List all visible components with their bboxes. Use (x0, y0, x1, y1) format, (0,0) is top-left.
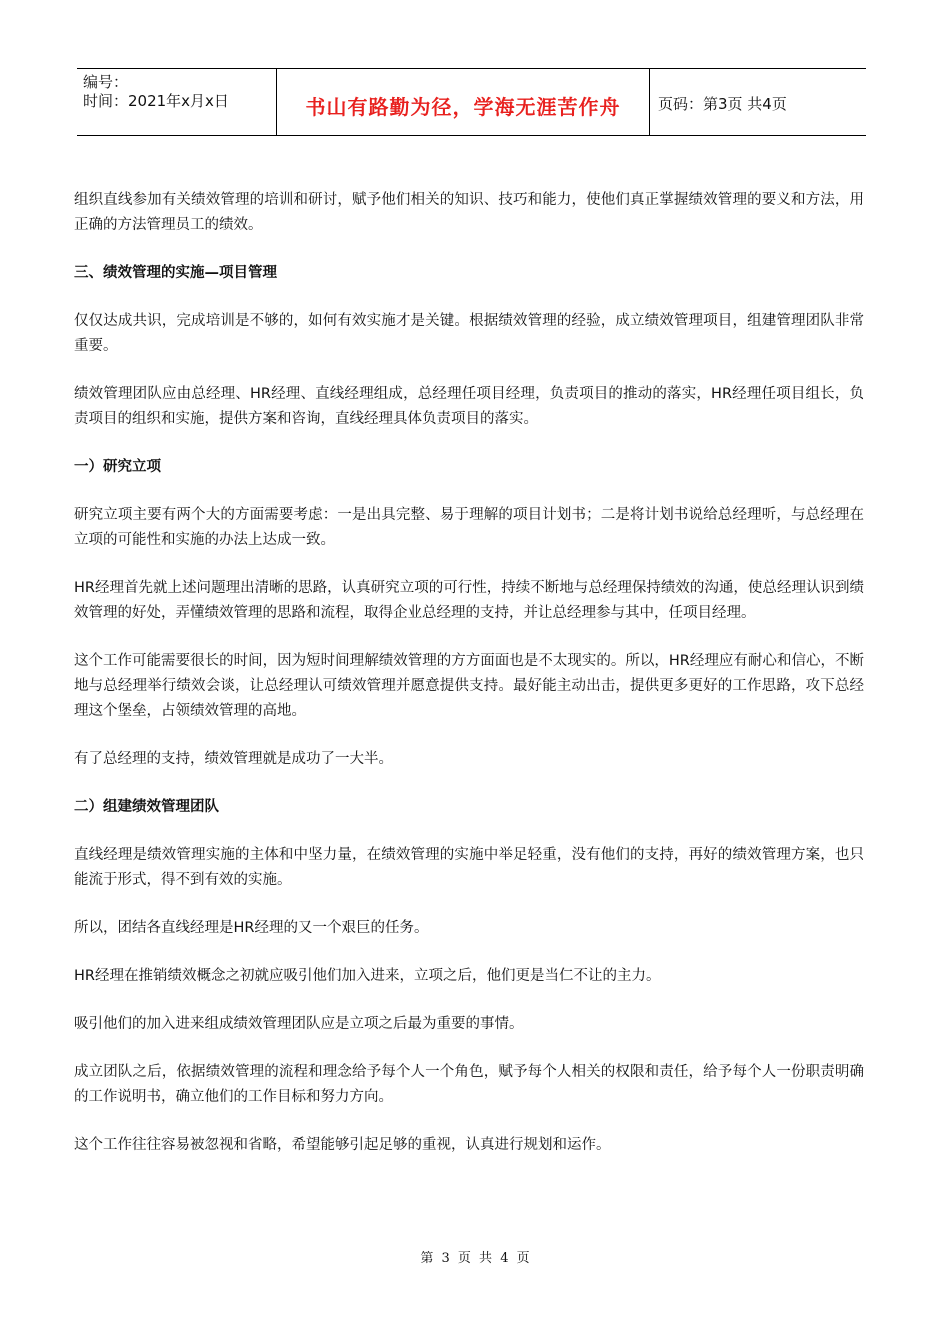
body-paragraph: 成立团队之后，依据绩效管理的流程和理念给予每个人一个角色，赋予每个人相关的权限和责任，给予每个人一份职责明确的工作说明书，确立他们的工作目标和努力方向。 (74, 1064, 864, 1105)
section-heading: 三、绩效管理的实施—项目管理 (74, 265, 277, 281)
document-number-label: 编号： (83, 73, 129, 91)
document-header (77, 68, 866, 136)
body-paragraph: 所以，团结各直线经理是HR经理的又一个艰巨的任务。 (74, 920, 429, 936)
page-footer: 第 3 页 共 4 页 (420, 1251, 530, 1266)
header-motto: 书山有路勤为径，学海无涯苦作舟 (305, 95, 621, 119)
body-paragraph: HR经理首先就上述问题理出清晰的思路，认真研究立项的可行性，持续不断地与总经理保持绩效的沟通，使总经理认识到绩效管理的好处，弄懂绩效管理的思路和流程，取得企业总经理的支持，并让总经理参与其中，任项目经理。 (74, 580, 864, 621)
body-paragraph: 组织直线参加有关绩效管理的培训和研讨，赋予他们相关的知识、技巧和能力，使他们真正掌握绩效管理的要义和方法，用正确的方法管理员工的绩效。 (74, 192, 864, 233)
header-info-cell (77, 69, 277, 135)
section-heading: 一）研究立项 (74, 459, 161, 475)
document-body (74, 188, 864, 1158)
header-page-cell (650, 69, 866, 135)
document-date-label: 时间：2021年x月x日 (83, 92, 229, 110)
section-heading: 二）组建绩效管理团队 (74, 799, 219, 815)
body-paragraph: 吸引他们的加入进来组成绩效管理团队应是立项之后最为重要的事情。 (74, 1016, 524, 1032)
body-paragraph: 这个工作可能需要很长的时间，因为短时间理解绩效管理的方方面面也是不太现实的。所以，HR经理应有耐心和信心，不断地与总经理举行绩效会谈，让总经理认可绩效管理并愿意提供支持。最好能主动出击，提供更多更好的工作思路，攻下总经理这个堡垒，占领绩效管理的高地。 (74, 653, 864, 719)
body-paragraph: 仅仅达成共识，完成培训是不够的，如何有效实施才是关键。根据绩效管理的经验，成立绩效管理项目，组建管理团队非常重要。 (74, 313, 864, 354)
body-paragraph: HR经理在推销绩效概念之初就应吸引他们加入进来，立项之后，他们更是当仁不让的主力。 (74, 968, 661, 984)
body-paragraph: 绩效管理团队应由总经理、HR经理、直线经理组成，总经理任项目经理，负责项目的推动的落实，HR经理任项目组长，负责项目的组织和实施，提供方案和咨询，直线经理具体负责项目的落实。 (74, 386, 864, 427)
body-paragraph: 研究立项主要有两个大的方面需要考虑：一是出具完整、易于理解的项目计划书；二是将计划书说给总经理听，与总经理在立项的可能性和实施的办法上达成一致。 (74, 507, 864, 548)
header-page-code: 页码：第3页 共4页 (658, 95, 787, 113)
body-paragraph: 有了总经理的支持，绩效管理就是成功了一大半。 (74, 751, 393, 767)
header-motto-cell (277, 69, 650, 135)
body-paragraph: 这个工作往往容易被忽视和省略，希望能够引起足够的重视，认真进行规划和运作。 (74, 1137, 611, 1153)
body-paragraph: 直线经理是绩效管理实施的主体和中坚力量，在绩效管理的实施中举足轻重，没有他们的支持，再好的绩效管理方案，也只能流于形式，得不到有效的实施。 (74, 847, 864, 888)
